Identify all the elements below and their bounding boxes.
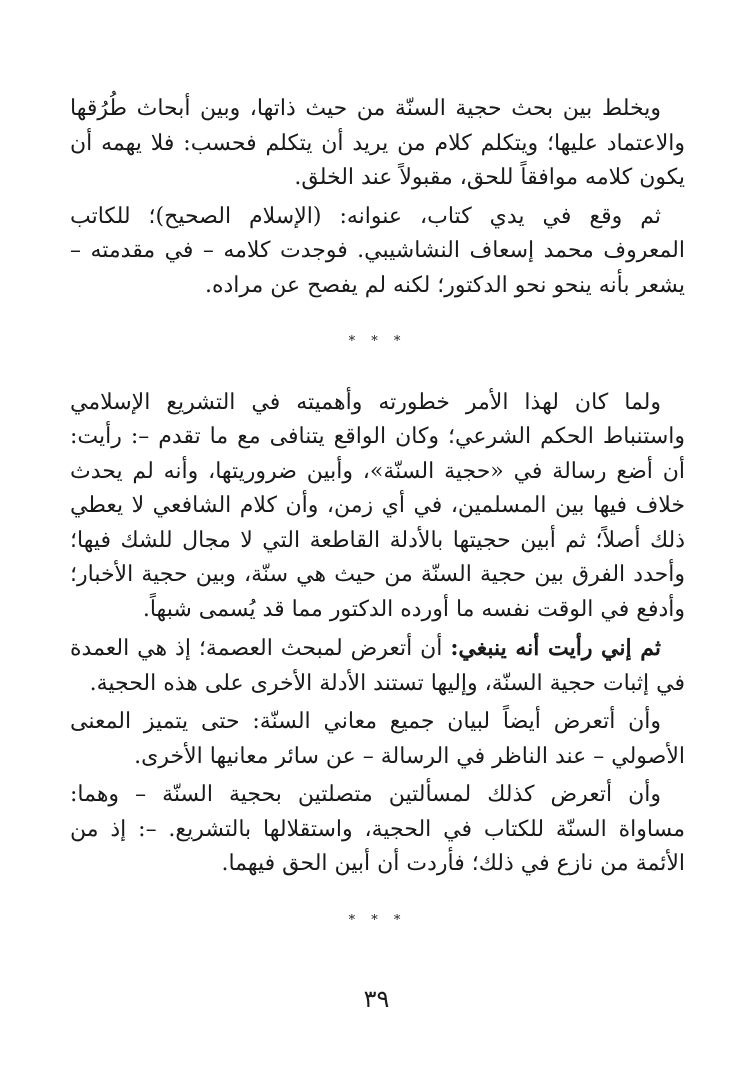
paragraph-6: وأن أتعرض كذلك لمسألتين متصلتين بحجية السنّة – وهما: مساواة السنّة للكتاب في الحجية، واستقلالها بالتشريع. –: إذ من الأئمة من نازع في ذلك؛ فأردت أن أبين الحق فيهما. [70,782,685,876]
paragraph-4 [70,631,685,701]
paragraph-3: ولما كان لهذا الأمر خطورته وأهميته في التشريع الإسلامي واستنباط الحكم الشرعي؛ وكان الواقع يتنافى مع ما تقدم –: رأيت: أن أضع رسالة في «حجية السنّة»، وأبين ضروريتها، وأنه لم يحدث خلاف فيها بين المسلمين، في أي زمن، وأن كلام الشافعي لا يعطي ذلك أصلاً؛ ثم أبين حجيتها بالأدلة القاطعة التي لا مجال للشك فيها؛ وأحدد الفرق بين حجية السنّة من حيث هي سنّة، وبين حجية الأخبار؛ وأدفع في الوقت نفسه ما أورده الدكتور مما قد يُسمى شبهاً. [70,389,685,622]
page-number: ٣٩ [363,985,390,1013]
section-separator-1: * * * [348,334,407,349]
paragraph-2: ثم وقع في يدي كتاب، عنوانه: (الإسلام الصحيح)؛ للكاتب المعروف محمد إسعاف النشاشيبي. فوجدت كلامه – في مقدمته – يشعر بأنه ينحو نحو الدكتور؛ لكنه لم يفصح عن مراده. [70,203,685,298]
paragraph-4-lead: ثم إني رأيت أنه ينبغي: [450,635,661,661]
page-body [70,92,685,964]
paragraph-5: وأن أتعرض أيضاً لبيان جميع معاني السنّة: حتى يتميز المعنى الأصولي – عند الناظر في الرسالة – عن سائر معانيها الأخرى. [70,709,685,769]
paragraph-4-rest: أن أتعرض لمبحث العصمة؛ إذ هي العمدة في إثبات حجية السنّة، وإليها تستند الأدلة الأخرى على هذه الحجية. [70,636,685,696]
section-separator-2: * * * [348,912,407,928]
paragraph-1: ويخلط بين بحث حجية السنّة من حيث ذاتها، وبين أبحاث طُرُقها والاعتماد عليها؛ ويتكلم كلام من يريد أن يتكلم فحسب: فلا يهمه أن يكون كلامه موافقاً للحق، مقبولاً عند الخلق. [70,96,685,190]
